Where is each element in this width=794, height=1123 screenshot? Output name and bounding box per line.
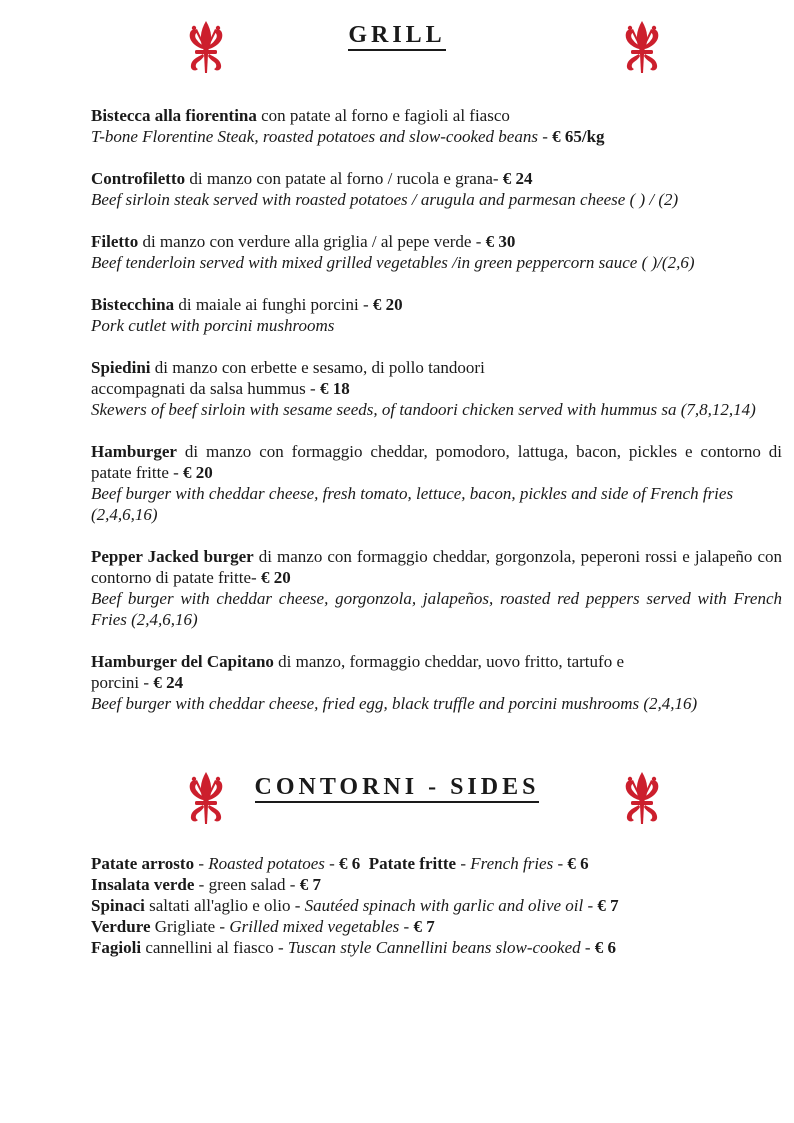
- list-item: Patate arrosto - Roasted potatoes - € 6 Patate fritte - French fries - € 6: [91, 854, 589, 873]
- item-italian-desc: con patate al forno e fagioli al fiasco: [256, 106, 510, 125]
- item-price: € 20: [260, 568, 291, 587]
- item-name: Hamburger del Capitano: [91, 652, 274, 671]
- item-english-desc: Beef burger with cheddar cheese, fried egg, black truffle and porcini mushrooms (2,4,16): [91, 694, 698, 713]
- menu-item: [91, 546, 782, 630]
- item-name: Pepper Jacked burger: [91, 547, 254, 566]
- item-price: € 20: [183, 463, 213, 482]
- sides-section-title: CONTORNI - SIDES: [0, 774, 794, 801]
- item-name: Bistecca alla fiorentina: [91, 106, 257, 125]
- menu-item: [91, 231, 782, 273]
- item-price: € 24: [502, 169, 533, 188]
- item-italian-desc-cont: accompagnati da salsa hummus -: [91, 379, 320, 398]
- item-price: € 30: [485, 232, 516, 251]
- list-item: [91, 874, 782, 895]
- item-english-desc: Skewers of beef sirloin with sesame seeds, of tandoori chicken served with hummus sa (7,8,12,14): [91, 400, 756, 419]
- item-english-desc: Beef burger with cheddar cheese, gorgonzola, jalapeños, roasted red peppers served with French Fries (2,4,6,16): [91, 589, 782, 629]
- item-italian-desc: saltati all'aglio e olio -: [144, 896, 305, 915]
- item-price: € 6: [594, 938, 617, 957]
- item-italian-desc: di manzo, formaggio cheddar, uovo fritto, tartufo e: [273, 652, 624, 671]
- item-name: Spiedini: [91, 358, 151, 377]
- grill-section-title: GRILL: [0, 22, 794, 49]
- item-english-desc: Beef sirloin steak served with roasted potatoes / arugula and parmesan cheese ( ) / (2): [91, 190, 679, 209]
- item-english-desc: Beef burger with cheddar cheese, fresh tomato, lettuce, bacon, pickles and side of French fries (2,4,6,16): [91, 484, 734, 524]
- item-italian-desc: di manzo con formaggio cheddar, pomodoro, lattuga, bacon, pickles e contorno di patate fritte -: [91, 442, 782, 482]
- item-italian-desc: di manzo con verdure alla griglia / al pepe verde -: [138, 232, 486, 251]
- item-name: Insalata verde: [91, 875, 195, 894]
- item-price: € 6: [339, 854, 361, 873]
- item-english-desc: Tuscan style Cannellini beans slow-cooked -: [287, 938, 595, 957]
- menu-item: [91, 441, 782, 525]
- item-price: € 20: [372, 295, 403, 314]
- item-name: Spinaci: [91, 896, 145, 915]
- item-name: Controfiletto: [91, 169, 186, 188]
- item-desc: - green salad -: [194, 875, 300, 894]
- menu-item: [91, 651, 782, 714]
- item-english-desc: Roasted potatoes -: [208, 854, 340, 873]
- item-english-desc: Pork cutlet with porcini mushrooms: [91, 316, 335, 335]
- list-item: [91, 895, 782, 916]
- item-italian-desc: di manzo con patate al forno / rucola e grana-: [185, 169, 503, 188]
- menu-item: [91, 294, 782, 336]
- item-italian-desc: di maiale ai funghi porcini -: [174, 295, 373, 314]
- grill-menu-list: [91, 105, 782, 735]
- item-italian-desc: di manzo con formaggio cheddar, gorgonzola, peperoni rossi e jalapeño con contorno di patate fritte-: [91, 547, 782, 587]
- item-price: € 6: [567, 854, 589, 873]
- item-price: € 7: [299, 875, 321, 894]
- item-english-desc: Beef tenderloin served with mixed grilled vegetables /in green peppercorn sauce ( )/(2,6): [91, 253, 695, 272]
- item-name: Bistecchina: [91, 295, 175, 314]
- item-price: € 7: [413, 917, 435, 936]
- item-english-desc: Sautéed spinach with garlic and olive oil -: [304, 896, 598, 915]
- item-name: Patate arrosto: [91, 854, 195, 873]
- item-price: € 18: [319, 379, 350, 398]
- item-price: € 24: [153, 673, 184, 692]
- menu-item: [91, 168, 782, 210]
- item-price: € 7: [597, 896, 619, 915]
- menu-item: [91, 105, 782, 147]
- item-name: Patate fritte: [368, 854, 457, 873]
- item-italian-desc: Grigliate -: [150, 917, 230, 936]
- item-name: Verdure: [91, 917, 151, 936]
- item-italian-desc-cont: porcini -: [91, 673, 154, 692]
- item-name: Fagioli: [91, 938, 142, 957]
- item-english-desc: T-bone Florentine Steak, roasted potatoes and slow-cooked beans -: [91, 127, 553, 146]
- sides-menu-list: [91, 853, 782, 958]
- list-item: [91, 916, 782, 937]
- item-name: Filetto: [91, 232, 139, 251]
- list-item: [91, 937, 782, 958]
- item-italian-desc: cannellini al fiasco -: [141, 938, 288, 957]
- item-name: Hamburger: [91, 442, 177, 461]
- item-price: € 65/kg: [552, 127, 605, 146]
- item-english-desc: Grilled mixed vegetables -: [229, 917, 414, 936]
- item-italian-desc: di manzo con erbette e sesamo, di pollo tandoori: [150, 358, 485, 377]
- item-english-desc: French fries -: [470, 854, 568, 873]
- menu-item: [91, 357, 782, 420]
